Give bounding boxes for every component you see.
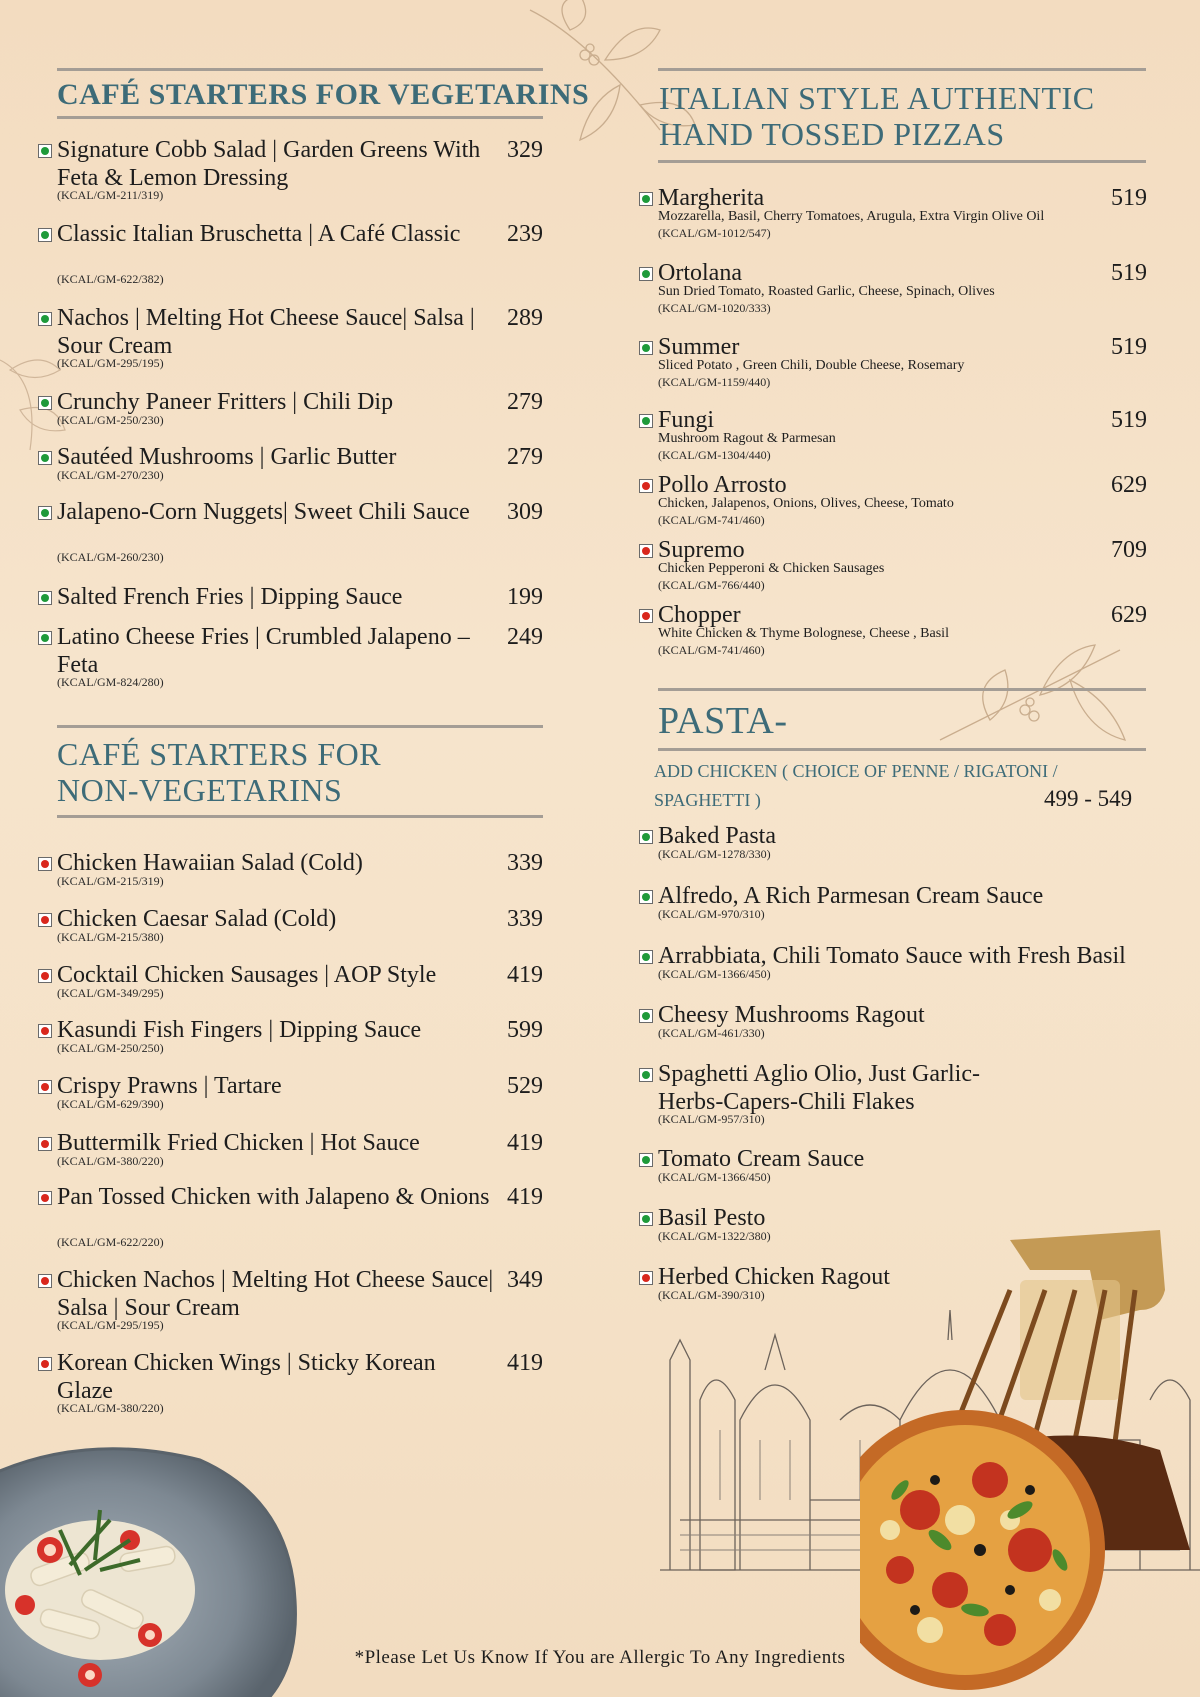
menu-item-name: Kasundi Fish Fingers | Dipping Sauce [57, 1017, 422, 1043]
veg-indicator-icon [38, 312, 52, 326]
veg-indicator-icon [38, 506, 52, 520]
menu-item-kcal: (KCAL/GM-1366/450) [658, 1170, 771, 1184]
menu-item-price: 419 [507, 1130, 543, 1156]
menu-item-price: 709 [1111, 537, 1147, 563]
divider [658, 688, 1146, 691]
menu-item-name: Korean Chicken Wings | Sticky Korean Glaze [57, 1350, 436, 1404]
menu-item-kcal: (KCAL/GM-211/319) [57, 188, 164, 202]
menu-item [639, 823, 1179, 886]
section-title-veg-starters: CAFÉ STARTERS FOR VEGETARINS [57, 78, 590, 111]
menu-item [639, 602, 1147, 665]
menu-item-name: Chopper [658, 602, 741, 628]
menu-item-price: 279 [507, 444, 543, 470]
menu-item-description: Chicken, Jalapenos, Onions, Olives, Cheese, Tomato [658, 496, 954, 511]
menu-item-price: 519 [1111, 260, 1147, 286]
pasta-price-range: 499 - 549 [1044, 786, 1133, 811]
veg-indicator-icon [639, 1212, 653, 1226]
menu-item-description: Sliced Potato , Green Chili, Double Cheese, Rosemary [658, 358, 965, 373]
menu-item-name: Chicken Caesar Salad (Cold) [57, 906, 337, 932]
menu-item-name: Summer [658, 334, 740, 360]
menu-item-kcal: (KCAL/GM-215/380) [57, 930, 164, 944]
menu-item-kcal: (KCAL/GM-1278/330) [658, 847, 771, 861]
menu-item [639, 334, 1147, 397]
menu-item [639, 537, 1147, 600]
menu-item-name: Arrabbiata, Chili Tomato Sauce with Fresh Basil [658, 943, 1126, 969]
menu-item-kcal: (KCAL/GM-270/230) [57, 468, 164, 482]
menu-item-name: Sautéed Mushrooms | Garlic Butter [57, 444, 397, 470]
veg-indicator-icon [639, 1068, 653, 1082]
menu-item [639, 1061, 1179, 1126]
menu-item-price: 199 [507, 584, 543, 610]
menu-item-price: 629 [1111, 602, 1147, 628]
menu-item-price: 419 [507, 962, 543, 988]
section-title-line: ITALIAN STYLE AUTHENTIC [659, 80, 1095, 116]
menu-item [38, 624, 543, 689]
divider [57, 815, 543, 818]
divider [658, 68, 1146, 71]
menu-item-kcal: (KCAL/GM-970/310) [658, 907, 765, 921]
veg-indicator-icon [38, 228, 52, 242]
menu-item-kcal: (KCAL/GM-741/460) [658, 643, 765, 657]
menu-item-price: 339 [507, 906, 543, 932]
menu-item-kcal: (KCAL/GM-1304/440) [658, 448, 771, 462]
section-title-line: CAFÉ STARTERS FOR [57, 736, 382, 772]
nonveg-indicator-icon [38, 1137, 52, 1151]
menu-item-name: Supremo [658, 537, 745, 563]
menu-item [38, 221, 543, 286]
menu-item-name: Buttermilk Fried Chicken | Hot Sauce [57, 1130, 420, 1156]
section-title-line: NON-VEGETARINS [57, 772, 343, 808]
menu-item [38, 906, 543, 969]
menu-item-name: Baked Pasta [658, 823, 776, 849]
veg-indicator-icon [38, 591, 52, 605]
menu-item-kcal: (KCAL/GM-1159/440) [658, 375, 771, 389]
menu-item-kcal: (KCAL/GM-390/310) [658, 1288, 765, 1302]
nonveg-indicator-icon [38, 1191, 52, 1205]
menu-item-description: Mushroom Ragout & Parmesan [658, 431, 836, 446]
menu-item [38, 1350, 543, 1415]
nonveg-indicator-icon [639, 609, 653, 623]
menu-item [38, 305, 543, 370]
menu-item-price: 519 [1111, 334, 1147, 360]
menu-item-price: 339 [507, 850, 543, 876]
menu-item-name: Crunchy Paneer Fritters | Chili Dip [57, 389, 394, 415]
menu-item-kcal: (KCAL/GM-1012/547) [658, 226, 771, 240]
menu-item-price: 279 [507, 389, 543, 415]
menu-item-description: Sun Dried Tomato, Roasted Garlic, Cheese, Spinach, Olives [658, 284, 995, 299]
menu-item-price: 329 [507, 137, 543, 163]
menu-item [639, 1146, 1179, 1209]
nonveg-indicator-icon [639, 544, 653, 558]
veg-indicator-icon [639, 414, 653, 428]
veg-indicator-icon [639, 950, 653, 964]
menu-item [38, 1267, 543, 1332]
menu-item-price: 519 [1111, 407, 1147, 433]
menu-item-name: Pan Tossed Chicken with Jalapeno & Onions [57, 1184, 490, 1210]
menu-item-kcal: (KCAL/GM-380/220) [57, 1154, 164, 1168]
nonveg-indicator-icon [38, 913, 52, 927]
menu-item [38, 1017, 543, 1080]
menu-item-price: 529 [507, 1073, 543, 1099]
menu-item-name: Herbed Chicken Ragout [658, 1264, 890, 1290]
menu-item [639, 260, 1147, 323]
divider [658, 160, 1146, 163]
nonveg-indicator-icon [38, 1080, 52, 1094]
nonveg-indicator-icon [639, 479, 653, 493]
menu-item-name: Jalapeno-Corn Nuggets| Sweet Chili Sauce [57, 499, 470, 525]
menu-item-name: Chicken Nachos | Melting Hot Cheese Sauce| Salsa | Sour Cream [57, 1267, 494, 1321]
menu-item-name: Tomato Cream Sauce [658, 1146, 865, 1172]
veg-indicator-icon [639, 830, 653, 844]
menu-item [639, 943, 1179, 1006]
menu-item-name: Cocktail Chicken Sausages | AOP Style [57, 962, 437, 988]
menu-item-kcal: (KCAL/GM-295/195) [57, 356, 164, 370]
menu-item-kcal: (KCAL/GM-629/390) [57, 1097, 164, 1111]
menu-item-kcal: (KCAL/GM-1020/333) [658, 301, 771, 315]
veg-indicator-icon [639, 341, 653, 355]
menu-item [38, 1073, 543, 1136]
divider [57, 68, 543, 71]
menu-item-price: 349 [507, 1267, 543, 1293]
menu-item-price: 519 [1111, 185, 1147, 211]
veg-indicator-icon [38, 451, 52, 465]
menu-item [38, 499, 543, 564]
divider [57, 725, 543, 728]
menu-item-price: 289 [507, 305, 543, 331]
menu-item-kcal: (KCAL/GM-260/230) [57, 550, 164, 564]
veg-indicator-icon [639, 267, 653, 281]
menu-item-kcal: (KCAL/GM-250/230) [57, 413, 164, 427]
menu-item-kcal: (KCAL/GM-461/330) [658, 1026, 765, 1040]
menu-item-name: Chicken Hawaiian Salad (Cold) [57, 850, 363, 876]
menu-item-name: Fungi [658, 407, 715, 433]
pasta-subtitle-line: SPAGHETTI ) [654, 790, 761, 810]
pizza-image [860, 1230, 1200, 1697]
menu-item-name: Signature Cobb Salad | Garden Greens With Feta & Lemon Dressing [57, 137, 481, 191]
veg-indicator-icon [639, 890, 653, 904]
nonveg-indicator-icon [38, 1274, 52, 1288]
menu-item-kcal: (KCAL/GM-295/195) [57, 1318, 164, 1332]
menu-item-kcal: (KCAL/GM-824/280) [57, 675, 164, 689]
menu-item-name: Margherita [658, 185, 765, 211]
section-title-pasta: PASTA- [658, 700, 788, 742]
pasta-subtitle-line: ADD CHICKEN ( CHOICE OF PENNE / RIGATONI / [654, 761, 1058, 781]
menu-item-kcal: (KCAL/GM-380/220) [57, 1401, 164, 1415]
menu-item-price: 309 [507, 499, 543, 525]
section-title-nonveg-starters [57, 736, 381, 808]
divider [57, 116, 543, 119]
menu-item-name: Spaghetti Aglio Olio, Just Garlic-Herbs-Capers-Chili Flakes [658, 1061, 980, 1115]
menu-item [639, 185, 1147, 248]
menu-item-description: Chicken Pepperoni & Chicken Sausages [658, 561, 885, 576]
menu-item-name: Basil Pesto [658, 1205, 766, 1231]
menu-item-name: Alfredo, A Rich Parmesan Cream Sauce [658, 883, 1044, 909]
menu-item-name: Crispy Prawns | Tartare [57, 1073, 282, 1099]
menu-item [38, 1184, 543, 1249]
menu-item [639, 883, 1179, 946]
menu-item-kcal: (KCAL/GM-957/310) [658, 1112, 765, 1126]
nonveg-indicator-icon [38, 1357, 52, 1371]
nonveg-indicator-icon [38, 969, 52, 983]
menu-item-kcal: (KCAL/GM-622/220) [57, 1235, 164, 1249]
menu-item [38, 137, 543, 202]
veg-indicator-icon [639, 1153, 653, 1167]
menu-item [639, 472, 1147, 535]
nonveg-indicator-icon [38, 1024, 52, 1038]
section-title-pizzas [659, 80, 1095, 152]
menu-item-price: 599 [507, 1017, 543, 1043]
menu-item-description: White Chicken & Thyme Bolognese, Cheese , Basil [658, 626, 949, 641]
menu-item-kcal: (KCAL/GM-215/319) [57, 874, 164, 888]
menu-item-name: Cheesy Mushrooms Ragout [658, 1002, 925, 1028]
menu-item-name: Nachos | Melting Hot Cheese Sauce| Salsa | Sour Cream [57, 305, 475, 359]
menu-item-kcal: (KCAL/GM-766/440) [658, 578, 765, 592]
menu-item-name: Salted French Fries | Dipping Sauce [57, 584, 403, 610]
veg-indicator-icon [38, 396, 52, 410]
divider [658, 748, 1146, 751]
menu-item-name: Latino Cheese Fries | Crumbled Jalapeno – Feta [57, 624, 470, 678]
veg-indicator-icon [38, 631, 52, 645]
nonveg-indicator-icon [639, 1271, 653, 1285]
menu-item-kcal: (KCAL/GM-741/460) [658, 513, 765, 527]
menu-item-kcal: (KCAL/GM-349/295) [57, 986, 164, 1000]
veg-indicator-icon [639, 1009, 653, 1023]
menu-item [639, 1002, 1179, 1065]
pasta-subtitle [654, 757, 1058, 815]
nonveg-indicator-icon [38, 857, 52, 871]
menu-item-name: Pollo Arrosto [658, 472, 787, 498]
menu-item-description: Mozzarella, Basil, Cherry Tomatoes, Arugula, Extra Virgin Olive Oil [658, 209, 1045, 224]
menu-item-price: 239 [507, 221, 543, 247]
menu-item-price: 629 [1111, 472, 1147, 498]
section-title-line: HAND TOSSED PIZZAS [659, 116, 1005, 152]
allergy-note: *Please Let Us Know If You are Allergic To Any Ingredients [354, 1647, 846, 1668]
menu-item-name: Classic Italian Bruschetta | A Café Classic [57, 221, 461, 247]
menu-item-kcal: (KCAL/GM-1322/380) [658, 1229, 771, 1243]
menu-item-price: 419 [507, 1184, 543, 1210]
menu-item-price: 419 [507, 1350, 543, 1376]
menu-item [38, 850, 543, 913]
menu-item-price: 249 [507, 624, 543, 650]
menu-item-kcal: (KCAL/GM-250/250) [57, 1041, 164, 1055]
menu-item-kcal: (KCAL/GM-1366/450) [658, 967, 771, 981]
menu-item-name: Ortolana [658, 260, 742, 286]
menu-item-kcal: (KCAL/GM-622/382) [57, 272, 164, 286]
menu-item [639, 407, 1147, 470]
veg-indicator-icon [38, 144, 52, 158]
veg-indicator-icon [639, 192, 653, 206]
